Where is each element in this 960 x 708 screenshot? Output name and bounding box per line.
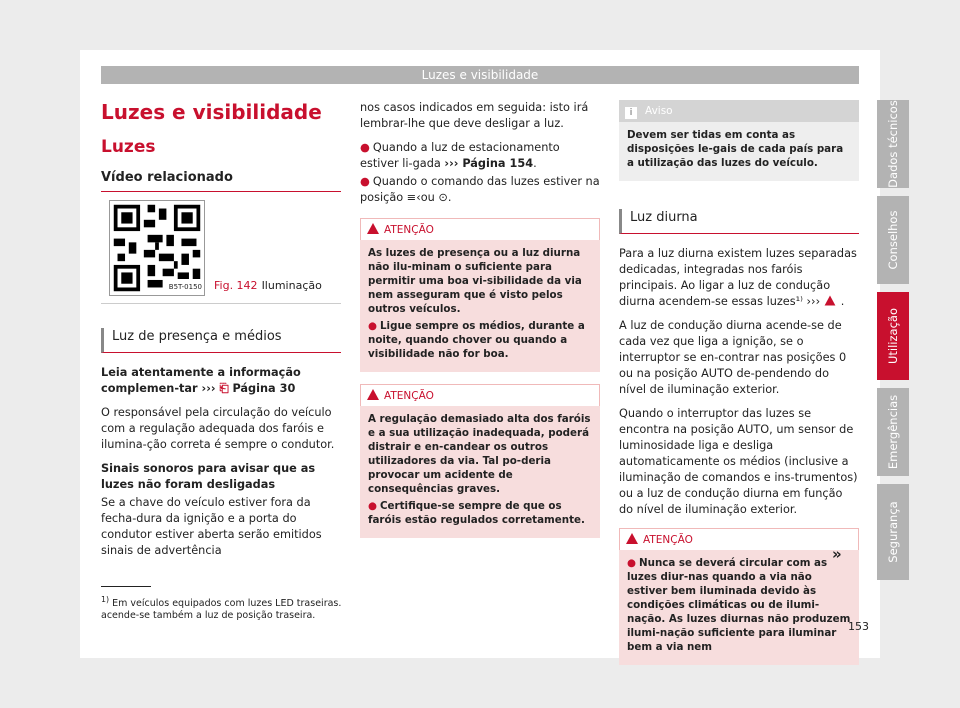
subsection-heading: Vídeo relacionado	[101, 170, 341, 192]
warning-icon	[626, 533, 638, 544]
tab-label: Emergências	[886, 394, 900, 470]
subheading: Sinais sonoros para avisar que as luzes não foram desligadas	[101, 462, 316, 491]
notice-text: Devem ser tidas em conta as disposições le-gais de cada país para a utilização das luzes do veículo.	[627, 129, 844, 169]
warning-text: As luzes de presença ou a luz diurna não ilu-minam o suficiente para permitir uma boa vi-sibilidade da via nem asseguram que é visto pelos outros veículos.	[368, 247, 582, 315]
figure-caption-text: Iluminação	[261, 279, 322, 292]
warning-icon	[824, 296, 835, 306]
bullet-icon: ●	[627, 557, 636, 569]
paragraph: nos casos indicados em seguida: isto irá lembrar-lhe que deve desligar a luz.	[360, 101, 589, 130]
tab-label: Utilização	[886, 307, 900, 365]
figure-number: Fig. 142	[214, 279, 258, 292]
bullet-icon: ●	[368, 500, 377, 512]
warning-header	[360, 384, 600, 406]
bullet-text: Quando a luz de estacionamento estiver li-gada	[360, 141, 560, 170]
warning-title: ATENÇÃO	[643, 534, 693, 546]
book-icon: ⎗	[219, 382, 229, 395]
paragraph: Quando o interruptor das luzes se encontra na posição AUTO, um sensor de luminosidade liga e desliga automaticamente os médios (inclusive a iluminação de comandos e ins-trumentos) ou a luz de condução diurna em função do nível de iluminação exterior.	[619, 407, 858, 516]
figure-caption	[214, 278, 322, 294]
tab-utilizacao[interactable]	[877, 292, 909, 380]
figure	[101, 192, 341, 304]
paragraph: Para a luz diurna existem luzes separadas dedicadas, integradas nos faróis principais. Ao ligar a luz de condução diurna acendem-se essas luzes¹⁾ ››› .	[619, 247, 857, 308]
column-right	[619, 100, 859, 665]
qr-code[interactable]	[109, 200, 205, 296]
column-middle	[360, 100, 600, 538]
paragraph: Se a chave do veículo estiver fora da fecha-dura da ignição e a porta do condutor estiver aberta serão emitidos sinais de advertência	[101, 496, 322, 557]
warning-box	[619, 528, 859, 665]
bullet-text: Quando o comando das luzes estiver na posição ≡‹ou ⊙.	[360, 175, 600, 204]
warning-header	[360, 218, 600, 240]
column-left	[101, 100, 341, 567]
section-heading: Luzes	[101, 137, 156, 157]
warning-icon	[367, 389, 379, 400]
ref-arrow: ›››	[201, 382, 216, 395]
warning-bullet-text: Ligue sempre os médios, durante a noite, quando chover ou quando a visibilidade não for boa.	[368, 320, 585, 360]
warning-body	[619, 550, 859, 665]
warning-header	[619, 528, 859, 550]
footnote-text: Em veículos equipados com luzes LED traseiras. acende-se também a luz de posição traseira.	[101, 598, 342, 622]
page-number: 153	[848, 620, 869, 633]
tab-label: Conselhos	[886, 210, 900, 270]
footnote-mark: 1)	[101, 595, 110, 604]
qr-label: B5T-0150	[168, 279, 203, 295]
page-header: Luzes e visibilidade	[101, 66, 859, 84]
bullet-item	[360, 174, 600, 206]
tab-seguranca[interactable]	[877, 484, 909, 580]
notice-box	[619, 100, 859, 181]
page-link[interactable]: Página 30	[232, 382, 296, 395]
warning-icon	[367, 223, 379, 234]
bullet-icon: ●	[360, 141, 370, 154]
page-link[interactable]: ››› Página 154	[444, 157, 534, 170]
tab-label: Segurança	[886, 501, 900, 563]
section-title-presenca: Luz de presença e médios	[101, 328, 341, 353]
footnote-rule	[101, 586, 151, 587]
notice-body	[619, 122, 859, 181]
lead-paragraph	[101, 365, 341, 397]
section-title-luz-diurna: Luz diurna	[619, 209, 859, 234]
warning-body	[360, 240, 600, 372]
warning-box	[360, 384, 600, 538]
bullet-item: ● Quando a luz de estacionamento estiver li-gada ››› Página 154.	[360, 141, 560, 170]
paragraph: O responsável pela circulação do veículo com a regulação adequada dos faróis e ilumina-ção correta é sempre o condutor.	[101, 406, 335, 451]
warning-body	[360, 406, 600, 538]
info-icon: i	[625, 107, 637, 119]
chapter-title: Luzes e visibilidade	[101, 100, 322, 124]
tab-emergencias[interactable]	[877, 388, 909, 476]
warning-bullet	[368, 319, 592, 361]
notice-header	[619, 100, 859, 122]
bullet-icon: ●	[368, 320, 377, 332]
lead-text: Leia atentamente a informação complemen-tar	[101, 366, 301, 395]
warning-text: A regulação demasiado alta dos faróis e a sua utilização inadequada, poderá distrair e en-candear os outros utilizadores da via. Tal po-deria provocar um acidente de consequências graves.	[368, 413, 591, 495]
paragraph: A luz de condução diurna acende-se de cada vez que liga a ignição, se o interruptor se en-contrar nas posições 0 ou na posição AUTO de-pendendo do nível de iluminação exterior.	[619, 319, 847, 396]
continue-mark: »	[832, 545, 842, 563]
tab-label: Dados técnicos	[886, 100, 900, 188]
warning-bullet-text: Certifique-se sempre de que os faróis estão regulados corretamente.	[368, 500, 585, 526]
warning-title: ATENÇÃO	[384, 390, 434, 402]
paragraph-text: Para a luz diurna existem luzes separadas dedicadas, integradas nos faróis principais. Ao ligar a luz de condução diurna acendem-se essas luzes¹⁾ ›››	[619, 247, 857, 308]
warning-bullet	[368, 499, 592, 527]
warning-bullet	[627, 556, 851, 654]
footnote	[101, 594, 361, 622]
warning-title: ATENÇÃO	[384, 224, 434, 236]
warning-box	[360, 218, 600, 372]
tab-dados-tecnicos[interactable]	[877, 100, 909, 188]
notice-title: Aviso	[645, 105, 673, 117]
bullet-icon: ●	[360, 175, 370, 188]
tab-conselhos[interactable]	[877, 196, 909, 284]
warning-bullet-text: Nunca se deverá circular com as luzes diur-nas quando a via não estiver bem iluminada devido às condições climáticas ou de ilumi-nação. As luzes diurnas não produzem ilumi-nação suficiente para iluminar bem a via nem	[627, 557, 851, 653]
